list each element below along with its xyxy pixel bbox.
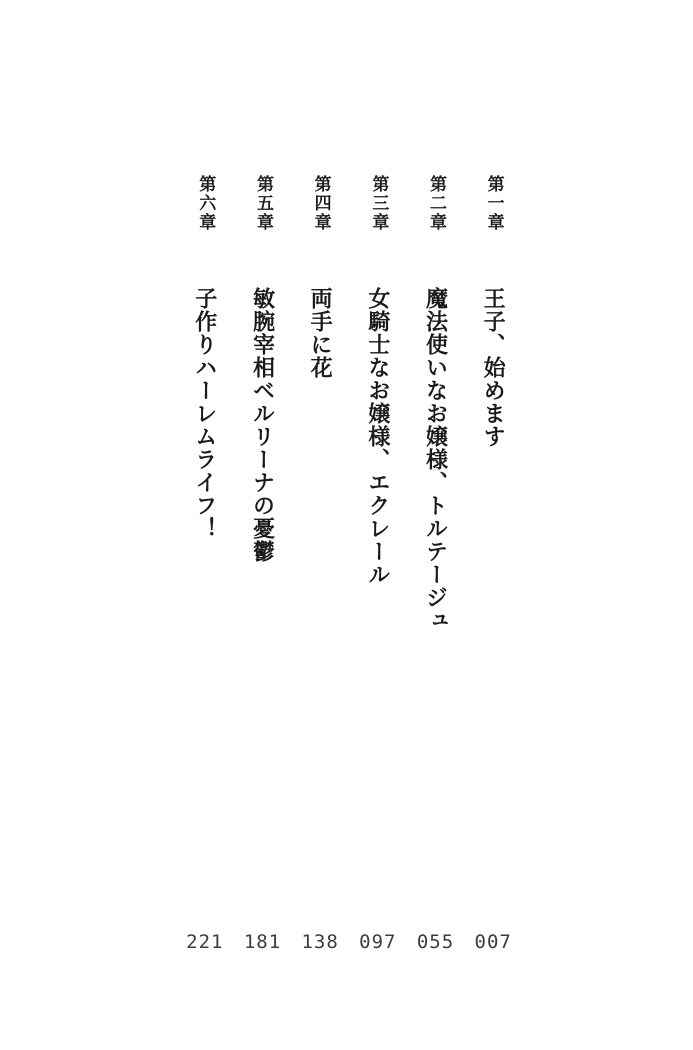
chapter-label: 第二章	[425, 175, 446, 232]
chapter-title: 敏腕宰相ベルリーナの憂鬱	[249, 287, 276, 563]
toc-chapter-1	[464, 175, 522, 775]
chapter-page-number: 138	[301, 931, 339, 953]
toc-chapter-6	[176, 175, 234, 775]
toc-chapter-3	[349, 175, 407, 775]
chapter-label: 第一章	[483, 175, 504, 232]
chapter-title: 両手に花	[307, 287, 334, 379]
chapter-title: 魔法使いなお嬢様、トルテージュ	[422, 287, 449, 632]
chapter-label: 第四章	[310, 175, 331, 232]
toc-chapter-2	[407, 175, 465, 775]
toc-chapter-5	[234, 175, 292, 775]
chapter-label: 第五章	[252, 175, 273, 232]
chapter-label: 第三章	[368, 175, 389, 232]
chapter-page-number: 181	[243, 931, 282, 953]
chapter-page-number: 007	[474, 931, 512, 953]
chapter-label: 第六章	[195, 175, 216, 232]
chapter-page-number: 221	[186, 931, 224, 953]
chapter-page-number: 097	[359, 931, 397, 953]
chapter-title: 女騎士なお嬢様、エクレール	[364, 287, 391, 586]
chapter-title: 子作りハーレムライフ！	[191, 287, 218, 540]
chapter-page-number: 055	[416, 931, 455, 953]
toc-columns	[176, 175, 522, 775]
page-numbers-row	[176, 931, 522, 953]
chapter-title: 王子、始めます	[480, 287, 507, 448]
toc-chapter-4	[291, 175, 349, 775]
